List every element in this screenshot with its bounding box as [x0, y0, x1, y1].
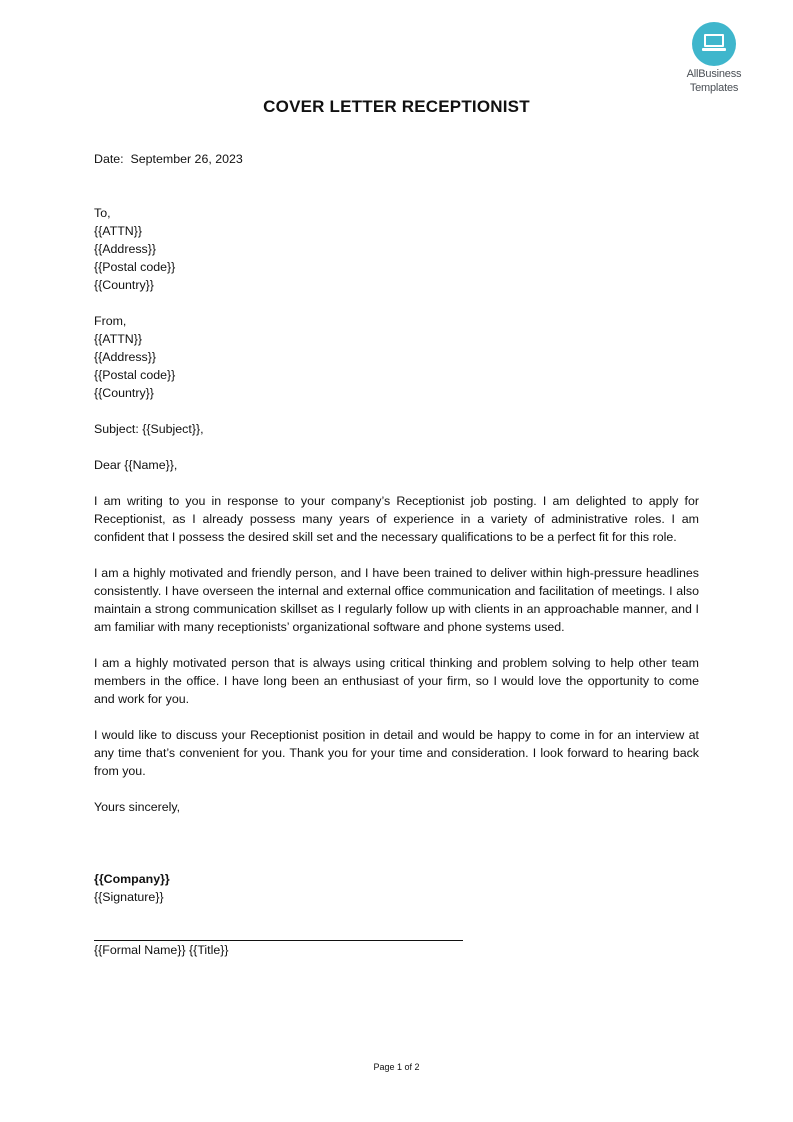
to-label: To, [94, 206, 111, 220]
page-number: Page 1 of 2 [373, 1062, 420, 1072]
logo-text-line1: AllBusiness [686, 68, 742, 80]
to-postal-code: {{Postal code}} [94, 260, 176, 274]
paragraph-4: I would like to discuss your Receptionist position in detail and would be happy to come in for an interview at any time that’s convenient for you. Thank you for your time and consideration. I look forward to hearing back from you. [94, 728, 699, 778]
document-title: COVER LETTER RECEPTIONIST [263, 97, 530, 116]
salutation: Dear {{Name}}, [94, 458, 178, 472]
letter-body [94, 150, 699, 959]
from-country: {{Country}} [94, 386, 154, 400]
allbusiness-templates-logo[interactable] [676, 20, 752, 94]
logo-text-line2: Templates [689, 82, 739, 94]
from-postal-code: {{Postal code}} [94, 368, 176, 382]
to-country: {{Country}} [94, 278, 154, 292]
closing: Yours sincerely, [94, 800, 181, 814]
subject-line: Subject: {{Subject}}, [94, 422, 204, 436]
laptop-icon [692, 22, 736, 66]
from-address: {{Address}} [94, 350, 157, 364]
to-address: {{Address}} [94, 242, 157, 256]
paragraph-3: I am a highly motivated person that is always using critical thinking and problem solving to help other team members in the office. I have long been an enthusiast of your firm, so I would love the opportunity to come and work for you. [94, 656, 699, 706]
paragraph-1: I am writing to you in response to your company’s Receptionist job posting. I am delighted to apply for Receptionist, as I already possess many years of experience in a variety of administrative roles. I am confident that I possess the desired skill set and the necessary qualifications to be a perfect fit for this role. [94, 494, 699, 544]
date-line: Date: September 26, 2023 [94, 152, 243, 166]
paragraph-2: I am a highly motivated and friendly person, and I have been trained to deliver within high-pressure headlines consistently. I have overseen the internal and external office communication and facilitation of meetings. I also maintain a strong communication skillset as I regularly follow up with clients in an approachable manner, and I am familiar with many receptionists’ organizational software and phone systems used. [94, 566, 699, 634]
to-attn: {{ATTN}} [94, 224, 142, 238]
company-name: {{Company}} [94, 872, 170, 886]
from-label: From, [94, 314, 127, 328]
formal-name-title: {{Formal Name}} {{Title}} [94, 943, 229, 957]
from-attn: {{ATTN}} [94, 332, 142, 346]
signature-placeholder: {{Signature}} [94, 890, 164, 904]
